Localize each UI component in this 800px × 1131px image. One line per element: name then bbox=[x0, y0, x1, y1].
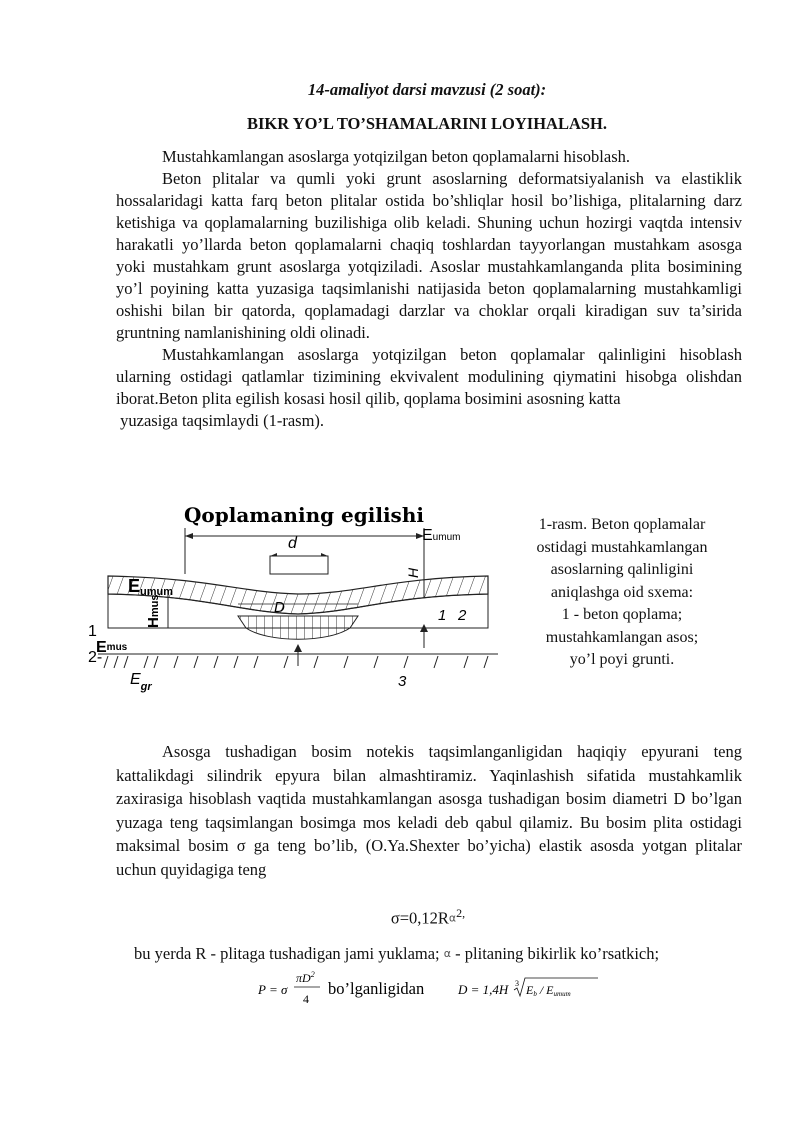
label-one: 1 bbox=[438, 607, 447, 624]
ground-hatching bbox=[104, 656, 488, 668]
caption-line: yo’l poyi grunti. bbox=[569, 651, 675, 668]
caption-line: asoslarning qalinligini bbox=[550, 561, 694, 578]
paragraph-2: Beton plitalar va qumli yoki grunt asoslarning deformatsiyalanish va elastiklik hossalaridagi katta farq beton plitalar ostida bo’shliqlar hosil bo’lishiga, plitalarning darz ketishiga va qoplamalarning buzilishiga olib keladi. Shuning uchun hozirgi vaqtda intensiv harakatli yo’llarda beton qoplamalarni chaqiq toshlardan tayyorlangan mustahkam asosga yoki mustahkam grunt asoslarga yotqiziladi. Asoslar mustahkamlanganda plita bosimining yo’l poyining katta yuzasiga taqsimlanishi natijasida beton qoplamalarning mustahkamligi oshishi bilan bir qatorda, qoplamadagi darzlar va choklar orqali kiradigan suv ta’sirida gruntning namlanishining oldi olinadi. bbox=[116, 169, 742, 342]
paragraph-4: yuzasiga taqsimlaydi (1-rasm). bbox=[116, 411, 325, 430]
deflection-diagram bbox=[88, 498, 508, 698]
caption-line: mustahkamlangan asos; bbox=[545, 628, 699, 646]
label-e-mus: Emus bbox=[96, 639, 128, 656]
svg-text:D = 1,4H: D = 1,4H bbox=[458, 982, 509, 997]
label-left-one: 1 bbox=[88, 623, 97, 640]
formula-pressure bbox=[258, 966, 658, 1012]
caption-line: 1-rasm. Beton qoplamalar bbox=[538, 516, 706, 533]
lower-text bbox=[116, 740, 742, 881]
pressure-diagram bbox=[238, 616, 358, 639]
svg-text:Eb / Eumum: Eb / Eumum bbox=[526, 983, 571, 998]
svg-text:P = σ: P = σ bbox=[258, 982, 288, 997]
paragraph-5: Asosga tushadigan bosim notekis taqsimlanganligidan haqiqiy epyurani teng kattalikdagi silindrik epyura bilan almashtiramiz. Yaqinlashish sifatida mustahkamlik zaxirasiga hisoblash vaqtida mustahkamlangan asosga tushadigan bosim diametri D bo’lgan yuzaga teng taqsimlangan bosimga mos keladi deb qabul qilamiz. Bu bosim plita ostidagi maksimal bosim σ ga teng bo’lib, (O.Ya.Shexter bo’yicha) elastik asosda yotgan plitalar uchun quyidagiga teng bbox=[116, 742, 742, 879]
label-e-gr: $E_{gr}$ bbox=[130, 671, 152, 693]
label-D: D bbox=[274, 599, 285, 616]
label-H: H bbox=[405, 567, 421, 578]
deflection-figure bbox=[88, 498, 508, 698]
paragraph-3: Mustahkamlangan asoslarga yotqizilgan beton qoplamalar qalinligini hisoblash ularning ostidagi qatlamlar tizimining ekvivalent modulining qiymatini hisobga olishdan iborat.Beton plita egilish kosasi hosil qilib, qoplama bosimini asosning katta bbox=[116, 345, 742, 408]
section-heading: BIKR YO’L TO’SHAMALARINI LOYIHALASH. bbox=[246, 114, 607, 133]
caption-line: ostidagi mustahkamlangan bbox=[536, 538, 708, 556]
caption-line: aniqlashga oid sxema: bbox=[550, 583, 694, 601]
label-three: 3 bbox=[398, 673, 407, 690]
label-d: d bbox=[288, 535, 297, 552]
load-stamp bbox=[270, 556, 328, 574]
page-title: 14-amaliyot darsi mavzusi (2 soat): bbox=[307, 80, 547, 99]
formula-notes: bu yerda R - plitaga tushadigan jami yuklama; α - plitaning bikirlik ko’rsatkich; bbox=[134, 944, 660, 963]
label-two: 2 bbox=[458, 607, 467, 624]
alpha-symbol: α bbox=[448, 911, 457, 925]
svg-text:bo’lganligidan: bo’lganligidan bbox=[328, 979, 425, 998]
formula-pressure-svg bbox=[258, 966, 658, 1012]
formula-sigma: $\sigma=0,12R\alpha^{2,}$ bbox=[390, 906, 466, 928]
caption-line: 1 - beton qoplama; bbox=[561, 606, 683, 623]
label-e-umum-right: Eumum bbox=[422, 527, 461, 544]
figure-title: Qoplamaning egilishi bbox=[184, 503, 424, 527]
label-e-umum-left: Eumum bbox=[128, 576, 174, 598]
paragraph-1: Mustahkamlangan asoslarga yotqizilgan beton qoplamalarni hisoblash. bbox=[162, 147, 631, 166]
svg-text:4: 4 bbox=[303, 992, 309, 1006]
figure-caption bbox=[512, 514, 732, 672]
label-h-mus: Hmus bbox=[145, 594, 162, 628]
svg-text:3: 3 bbox=[515, 979, 519, 988]
label-left-two: 2- bbox=[88, 649, 103, 666]
alpha-symbol: α bbox=[443, 947, 452, 960]
svg-text:πD2: $\pi D^2$ bbox=[296, 970, 315, 985]
intro-text bbox=[116, 146, 742, 432]
